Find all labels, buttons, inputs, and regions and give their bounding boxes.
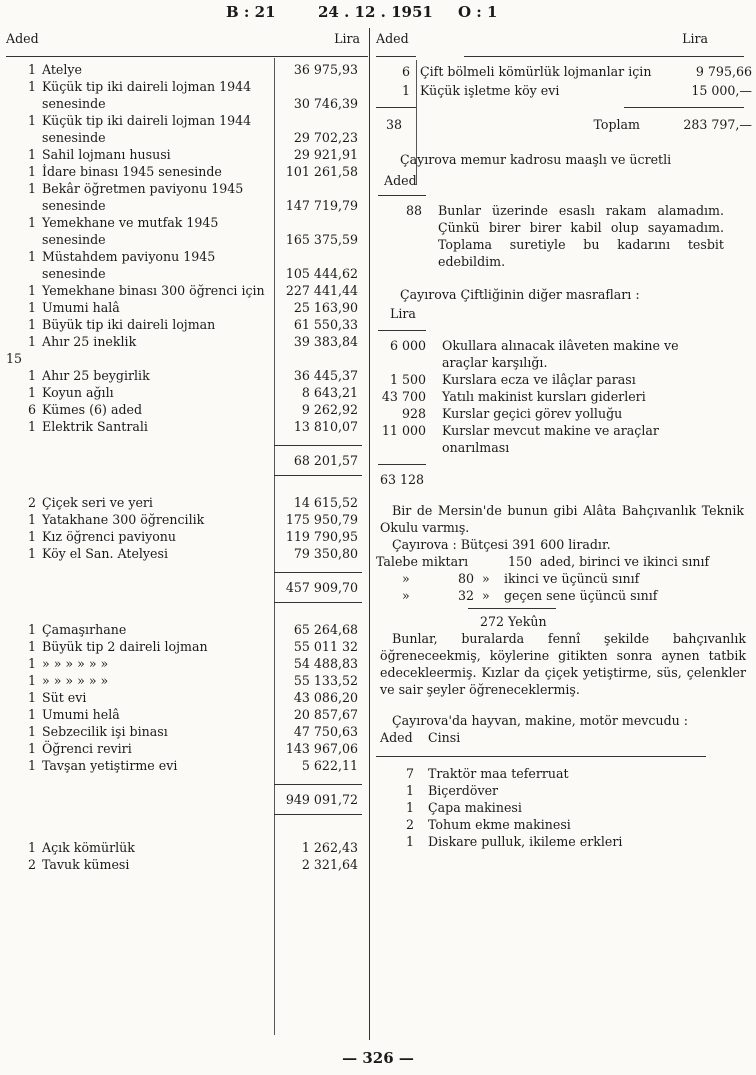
kadro-aded: Aded <box>384 173 417 188</box>
row-qty: 1 <box>27 62 36 77</box>
row-qty: 1 <box>27 758 36 773</box>
right-rule-b <box>464 56 744 57</box>
row-desc: Ahır 25 beygirlik <box>42 368 150 383</box>
masraf-rule <box>378 330 426 331</box>
envanter-desc: Diskare pulluk, ikileme erkleri <box>428 834 623 849</box>
row-desc: Açık kömürlük <box>42 840 135 855</box>
envanter-desc: Çapa makinesi <box>428 800 522 815</box>
right-row-value: 9 795,66 <box>695 64 752 79</box>
left-header-rule <box>6 56 368 57</box>
right-total-rule-a <box>376 107 416 108</box>
left-row <box>6 494 368 511</box>
row-value: 2 321,64 <box>301 857 358 872</box>
row-desc: Kız öğrenci paviyonu <box>42 529 177 544</box>
left-row <box>6 146 368 163</box>
right-total-qty: 38 <box>386 117 403 132</box>
envanter-row <box>376 782 752 799</box>
masraf-desc: Kurslar geçici görev yolluğu <box>442 406 623 421</box>
row-qty: 2 <box>27 495 36 510</box>
row-value: 43 086,20 <box>293 690 358 705</box>
row-qty: 1 <box>27 673 36 688</box>
envanter-desc: Traktör maa teferruat <box>428 766 569 781</box>
left-total-1 <box>6 452 368 469</box>
row-desc: » » » » » » <box>42 673 109 688</box>
header-b: B : 21 <box>226 3 276 21</box>
talebe-ditto-2: » <box>482 588 490 603</box>
left-count-row <box>6 350 368 367</box>
kadro-rule <box>378 195 426 196</box>
row-value: 5 622,11 <box>301 758 358 773</box>
right-total-rule-b <box>624 107 744 108</box>
masraf-row <box>376 371 752 388</box>
left-row <box>6 689 368 706</box>
left-row <box>6 367 368 384</box>
right-column-header <box>376 30 752 50</box>
talebe-row <box>376 587 752 604</box>
row-qty: 1 <box>27 249 36 264</box>
left-aded-label: Aded <box>6 31 39 46</box>
row-qty: 6 <box>27 402 36 417</box>
right-row <box>376 82 752 99</box>
left-row <box>6 740 368 757</box>
left-group-2 <box>6 494 368 562</box>
total-2-value: 457 909,70 <box>285 580 358 595</box>
talebe-row <box>376 570 752 587</box>
envanter-qty: 1 <box>405 834 414 849</box>
row-desc: Büyük tip iki daireli lojman <box>42 317 216 332</box>
row-qty: 1 <box>27 385 36 400</box>
row-qty: 1 <box>27 317 36 332</box>
row-value: 13 810,07 <box>293 419 358 434</box>
yekun-rule <box>468 608 556 609</box>
row-desc: Çiçek seri ve yeri <box>42 495 153 510</box>
masraf-amount: 43 700 <box>381 389 426 404</box>
talebe-count: 32 <box>457 588 474 603</box>
masraf-amount: 1 500 <box>389 372 426 387</box>
talebe-desc: aded, birinci ve ikinci sınıf <box>540 554 710 569</box>
envanter-rule <box>376 756 706 757</box>
total-rule-1 <box>274 445 362 446</box>
row-value: 1 262,43 <box>301 840 358 855</box>
row-desc: Müstahdem paviyonu 1945 senesinde <box>42 249 216 281</box>
row-value: 29 702,23 <box>293 130 358 145</box>
row-qty: 1 <box>27 741 36 756</box>
row-desc: Ahır 25 ineklik <box>42 334 137 349</box>
right-total-label: Toplam <box>593 117 640 132</box>
row-desc: Bekâr öğretmen paviyonu 1945 senesinde <box>42 181 244 213</box>
row-desc: Elektrik Santrali <box>42 419 148 434</box>
talebe-desc: ikinci ve üçüncü sınıf <box>504 571 640 586</box>
left-group-4 <box>6 839 368 873</box>
masraf-row <box>376 405 752 422</box>
left-group-1b <box>6 367 368 435</box>
row-desc: Yemekhane binası 300 öğrenci için <box>42 283 265 298</box>
row-value: 9 262,92 <box>301 402 358 417</box>
envanter-rows <box>376 765 752 850</box>
row-value: 39 383,84 <box>293 334 358 349</box>
right-row-qty: 1 <box>401 83 410 98</box>
left-row <box>6 333 368 350</box>
envanter-qty: 7 <box>405 766 414 781</box>
right-row-desc: Çift bölmeli kömürlük lojmanlar için <box>420 64 652 79</box>
masraf-lira: Lira <box>390 306 416 321</box>
kadro-row <box>376 202 752 270</box>
row-value: 20 857,67 <box>293 707 358 722</box>
row-qty: 1 <box>27 147 36 162</box>
row-qty: 1 <box>27 419 36 434</box>
masraf-amount: 928 <box>401 406 426 421</box>
row-qty: 1 <box>27 529 36 544</box>
masraf-amount: 11 000 <box>381 423 426 438</box>
envanter-row <box>376 833 752 850</box>
left-row <box>6 511 368 528</box>
row-value: 165 375,59 <box>285 232 358 247</box>
row-value: 55 133,52 <box>293 673 358 688</box>
masraf-total-rule <box>378 464 426 465</box>
row-qty: 1 <box>27 707 36 722</box>
row-desc: Yatakhane 300 öğrencilik <box>42 512 205 527</box>
masraf-desc: Yatılı makinist kursları giderleri <box>442 389 646 404</box>
left-row <box>6 61 368 78</box>
row-value: 101 261,58 <box>285 164 358 179</box>
header-date: 24 . 12 . 1951 <box>318 3 433 21</box>
talebe-label: Talebe miktarı <box>376 554 469 569</box>
envanter-desc: Biçerdöver <box>428 783 499 798</box>
masraf-total: 63 128 <box>380 472 425 487</box>
yekun: 272 Yekûn <box>480 614 547 629</box>
row-qty: 1 <box>27 512 36 527</box>
row-qty: 1 <box>27 164 36 179</box>
talebe-desc: geçen sene üçüncü sınıf <box>504 588 658 603</box>
row-qty: 1 <box>27 334 36 349</box>
row-desc: Tavşan yetiştirme evi <box>42 758 178 773</box>
row-desc: Tavuk kümesi <box>42 857 130 872</box>
left-row <box>6 299 368 316</box>
row-value: 79 350,80 <box>293 546 358 561</box>
butce-text: Çayırova : Bütçesi 391 600 liradır. <box>392 537 611 552</box>
page-number: — 326 — <box>342 1049 414 1067</box>
left-group-3 <box>6 621 368 774</box>
envanter-aded-label: Aded <box>380 730 413 745</box>
row-desc: Sebzecilik işi binası <box>42 724 168 739</box>
row-qty: 1 <box>27 546 36 561</box>
left-row <box>6 78 368 112</box>
row-qty: 1 <box>27 639 36 654</box>
row-value: 29 921,91 <box>293 147 358 162</box>
row-desc: Küçük tip iki daireli lojman 1944 senesinde <box>42 113 252 145</box>
row-desc: Sahil lojmanı hususi <box>42 147 171 162</box>
row-desc: Umumi halâ <box>42 300 120 315</box>
left-count: 15 <box>6 351 23 366</box>
envanter-qty: 2 <box>405 817 414 832</box>
left-row <box>6 316 368 333</box>
masraf-amount: 6 000 <box>389 338 426 353</box>
row-value: 25 163,90 <box>293 300 358 315</box>
talebe-ditto-1: » <box>402 588 410 603</box>
talebe-count: 80 <box>457 571 474 586</box>
total-rule-3 <box>274 784 362 785</box>
row-qty: 1 <box>27 215 36 230</box>
row-qty: 1 <box>27 79 36 94</box>
row-value: 55 011 32 <box>293 639 358 654</box>
right-rows <box>376 63 752 99</box>
total-1-value: 68 201,57 <box>293 453 358 468</box>
row-qty: 1 <box>27 690 36 705</box>
left-row <box>6 401 368 418</box>
left-row <box>6 723 368 740</box>
kadro-title: Çayırova memur kadrosu maaşlı ve ücretli <box>400 152 672 167</box>
row-desc: Öğrenci reviri <box>42 741 132 756</box>
left-row <box>6 282 368 299</box>
row-qty: 1 <box>27 113 36 128</box>
left-row <box>6 638 368 655</box>
header-o: O : 1 <box>458 3 498 21</box>
row-value: 147 719,79 <box>285 198 358 213</box>
envanter-qty: 1 <box>405 783 414 798</box>
left-row <box>6 545 368 562</box>
right-row <box>376 63 752 80</box>
bahce-text: Bunlar, buralarda fennî şekilde bahçıvanlık öğreneceekmiş, köylerine gitikten sonra aynen tatbik edecekleermiş. Kızlar da çiçek yetiştirme, süs, çelenkler ve sair şeyler öğreneceklermiş. <box>380 631 746 697</box>
row-desc: Küçük tip iki daireli lojman 1944 senesinde <box>42 79 252 111</box>
row-value: 36 445,37 <box>293 368 358 383</box>
right-row-qty: 6 <box>401 64 410 79</box>
row-value: 119 790,95 <box>285 529 358 544</box>
row-desc: Kümes (6) aded <box>42 402 143 417</box>
envanter-cinsi-label: Cinsi <box>428 730 461 745</box>
envanter-desc: Tohum ekme makinesi <box>428 817 571 832</box>
row-desc: Büyük tip 2 daireli lojman <box>42 639 208 654</box>
envanter-row <box>376 799 752 816</box>
kadro-text: Bunlar üzerinde esaslı rakam alamadım. Çünkü birer birer kabil olup sayamadım. Toplama suretiyle bu kadarını tesbit edebildim. <box>438 203 724 269</box>
row-value: 14 615,52 <box>293 495 358 510</box>
right-total-value: 283 797,— <box>683 117 752 132</box>
row-qty: 1 <box>27 622 36 637</box>
left-row <box>6 112 368 146</box>
talebe-ditto-2: » <box>482 571 490 586</box>
right-row-value: 15 000,— <box>691 83 752 98</box>
masraf-rows <box>376 337 752 456</box>
page-header <box>0 4 756 24</box>
masraf-title: Çayırova Çiftliğinin diğer masrafları : <box>400 287 640 302</box>
talebe-count: 150 <box>507 554 532 569</box>
total-rule-2 <box>274 572 362 573</box>
left-group-1 <box>6 61 368 350</box>
row-value: 143 967,06 <box>285 741 358 756</box>
left-row <box>6 655 368 672</box>
row-value: 8 643,21 <box>301 385 358 400</box>
row-desc: Çamaşırhane <box>42 622 127 637</box>
masraf-desc: Okullara alınacak ilâveten makine ve araçlar karşılığı. <box>442 338 679 370</box>
left-row <box>6 384 368 401</box>
row-desc: Koyun ağılı <box>42 385 114 400</box>
row-desc: Süt evi <box>42 690 87 705</box>
row-qty: 1 <box>27 181 36 196</box>
left-column-header <box>6 30 368 50</box>
right-lira-label: Lira <box>682 31 708 46</box>
row-qty: 1 <box>27 300 36 315</box>
talebe-table <box>376 553 752 604</box>
left-row <box>6 528 368 545</box>
right-row-desc: Küçük işletme köy evi <box>420 83 560 98</box>
envanter-header <box>376 729 752 746</box>
left-row <box>6 214 368 248</box>
right-total-row <box>376 116 752 133</box>
left-row <box>6 621 368 638</box>
row-qty: 1 <box>27 656 36 671</box>
masraf-row <box>376 388 752 405</box>
right-aded-label: Aded <box>376 31 409 46</box>
row-qty: 2 <box>27 857 36 872</box>
row-value: 65 264,68 <box>293 622 358 637</box>
right-column <box>376 30 752 850</box>
row-qty: 1 <box>27 368 36 383</box>
left-row <box>6 706 368 723</box>
kadro-qty: 88 <box>405 203 422 218</box>
row-desc: » » » » » » <box>42 656 109 671</box>
row-value: 36 975,93 <box>293 62 358 77</box>
left-total-3 <box>6 791 368 808</box>
row-value: 227 441,44 <box>285 283 358 298</box>
row-value: 105 444,62 <box>285 266 358 281</box>
left-row <box>6 248 368 282</box>
row-value: 61 550,33 <box>293 317 358 332</box>
row-desc: Umumi helâ <box>42 707 120 722</box>
row-qty: 1 <box>27 840 36 855</box>
row-value: 175 950,79 <box>285 512 358 527</box>
row-desc: Köy el San. Atelyesi <box>42 546 168 561</box>
row-value: 54 488,83 <box>293 656 358 671</box>
total-3-value: 949 091,72 <box>285 792 358 807</box>
talebe-row <box>376 553 752 570</box>
masraf-row <box>376 337 752 371</box>
envanter-row <box>376 816 752 833</box>
right-rule-a <box>376 56 416 57</box>
envanter-row <box>376 765 752 782</box>
row-desc: İdare binası 1945 senesinde <box>42 164 222 179</box>
left-total-2 <box>6 579 368 596</box>
row-desc: Yemekhane ve mutfak 1945 senesinde <box>42 215 219 247</box>
left-row <box>6 757 368 774</box>
column-divider <box>369 28 370 1040</box>
row-value: 47 750,63 <box>293 724 358 739</box>
left-column <box>6 30 368 873</box>
left-row <box>6 418 368 435</box>
row-desc: Atelye <box>42 62 82 77</box>
masraf-row <box>376 422 752 456</box>
masraf-desc: Kurslar mevcut makine ve araçlar onarılması <box>442 423 659 455</box>
left-row <box>6 856 368 873</box>
mersin-text: Bir de Mersin'de bunun gibi Alâta Bahçıvanlık Teknik Okulu varmış. <box>380 503 744 535</box>
left-row <box>6 163 368 180</box>
row-value: 30 746,39 <box>293 96 358 111</box>
envanter-qty: 1 <box>405 800 414 815</box>
row-qty: 1 <box>27 724 36 739</box>
left-row <box>6 180 368 214</box>
envanter-title: Çayırova'da hayvan, makine, motör mevcudu : <box>392 713 688 728</box>
left-row <box>6 672 368 689</box>
masraf-desc: Kurslara ecza ve ilâçlar parası <box>442 372 636 387</box>
left-lira-label: Lira <box>334 31 360 46</box>
talebe-ditto-1: » <box>402 571 410 586</box>
row-qty: 1 <box>27 283 36 298</box>
left-row <box>6 839 368 856</box>
